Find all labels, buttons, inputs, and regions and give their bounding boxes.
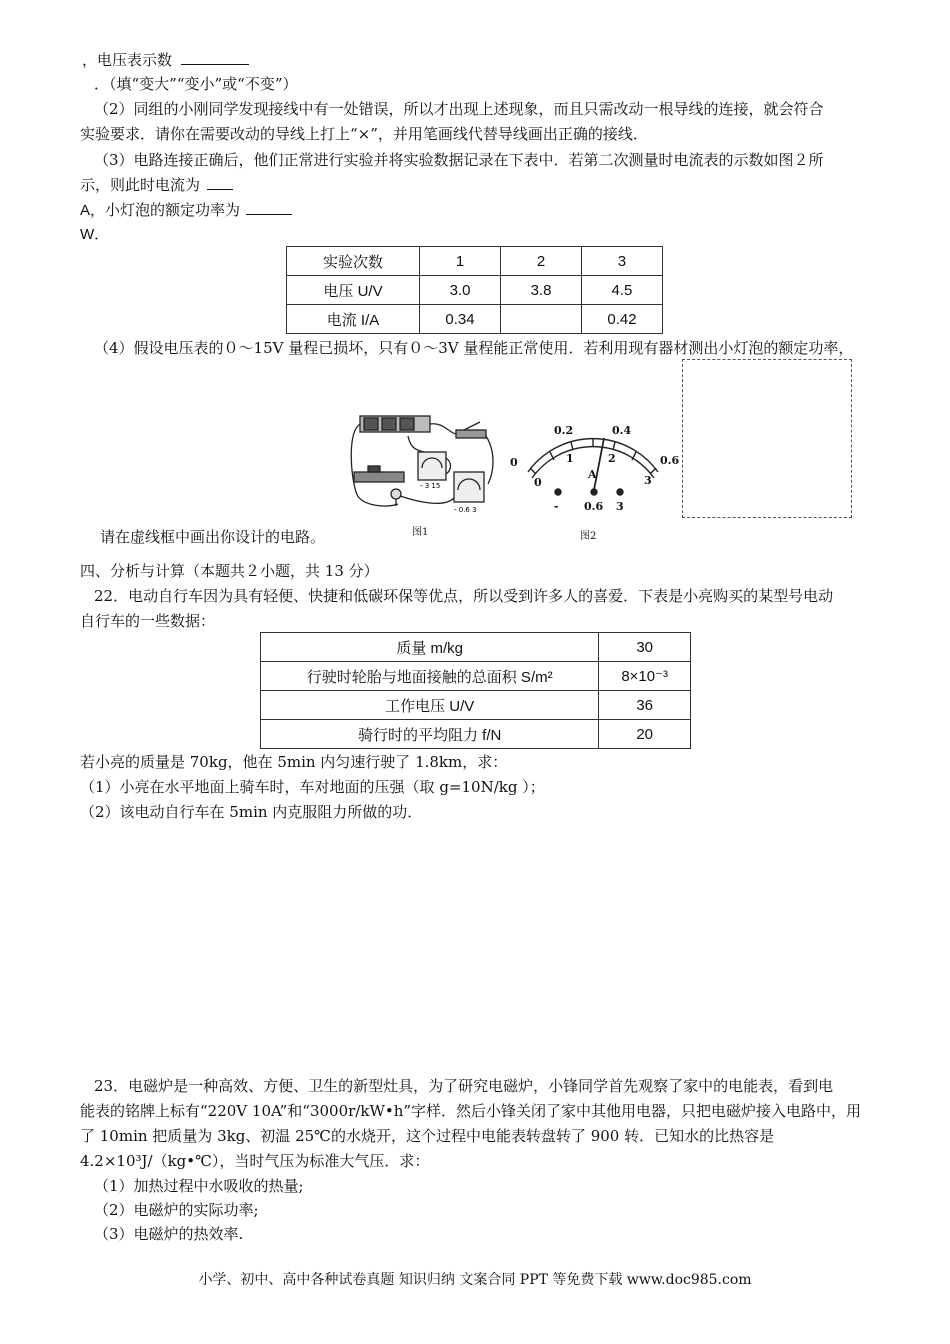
q23-sub3: （3）电磁炉的热效率. (94, 1225, 244, 1243)
ammeter-dial-figure-2 (508, 420, 683, 520)
scale-upper-0: 0 (510, 456, 518, 469)
q21-4-line2: 请在虚线框中画出你设计的电路。 (100, 528, 326, 546)
unit-label: A (588, 468, 597, 481)
answer-blank (246, 200, 292, 215)
table-row: 骑行时的平均阻力 f/N 20 (261, 720, 691, 749)
q22-line3: 若小亮的质量是 70kg，他在 5min 内匀速行驶了 1.8km，求： (80, 753, 508, 771)
q21-3-line1: （3）电路连接正确后，他们正常进行实验并将实验数据记录在下表中．若第二次测量时电流表的示数如图２所 (94, 151, 824, 169)
answer-blank (181, 50, 249, 65)
table-header-cell: 3 (581, 247, 662, 276)
circuit-figure-1 (348, 412, 498, 522)
q22-sub1: （1）小亮在水平地面上骑车时，车对地面的压强（取 g=10N/kg ）； (80, 778, 545, 796)
q23-sub2: （2）电磁炉的实际功率; (94, 1201, 259, 1219)
table-row: 行驶时轮胎与地面接触的总面积 S/m² 8×10⁻³ (261, 662, 691, 691)
scale-upper-04: 0.4 (612, 424, 632, 437)
scale-upper-02: 0.2 (554, 424, 574, 437)
table-header-cell: 2 (501, 247, 582, 276)
q21-voltmeter-line: ，电压表示数 (82, 50, 249, 70)
q21-fill-hint: ．（填“变大”“变小”或“不变”） (94, 75, 298, 93)
q22-line2: 自行车的一些数据： (80, 612, 216, 630)
table-row: 电流 I/A 0.34 0.42 (287, 305, 663, 334)
section-title: 四、分析与计算（本题共２小题，共 13 分） (80, 562, 379, 580)
q21-4-line1: （4）假设电压表的０～15V 量程已损坏，只有０～3V 量程能正常使用．若利用现有器材测出小灯泡的额定功率， (94, 339, 854, 357)
q23-sub1: （1）加热过程中水吸收的热量; (94, 1177, 304, 1195)
terminal-minus: - (554, 500, 559, 513)
scale-lower-2: 2 (608, 452, 616, 465)
page-footer: 小学、初中、高中各种试卷真题 知识归纳 文案合同 PPT 等免费下载 www.doc985.com (198, 1272, 752, 1288)
table-header-cell: 1 (420, 247, 501, 276)
q22-line1: 22．电动自行车因为具有轻便、快捷和低碳环保等优点，所以受到许多人的喜爱．下表是小亮购买的某型号电动 (94, 587, 834, 605)
terminal-3: 3 (616, 500, 624, 513)
terminal-06: 0.6 (584, 500, 604, 513)
circuit-drawing-box (682, 359, 852, 518)
q23-line3: 了 10min 把质量为 3kg、初温 25℃的水烧开，这个过程中电能表转盘转了 900 转．已知水的比热容是 (80, 1127, 775, 1145)
q23-line2: 能表的铭牌上标有“220V 10A”和“3000r/kW•h”字样．然后小锋关闭了家中其他用电器，只把电磁炉接入电路中，用 (80, 1102, 862, 1120)
q23-line4: 4.2×10³J/（kg•℃），当时气压为标准大气压．求： (80, 1152, 430, 1170)
q21-3-line3: A，小灯泡的额定功率为 (80, 200, 292, 221)
experiment-table (286, 246, 663, 334)
q23-line1: 23．电磁炉是一种高效、方便、卫生的新型灶具，为了研究电磁炉，小锋同学首先观察了家中的电能表，看到电 (94, 1077, 834, 1095)
figure-2-caption: 图2 (580, 531, 597, 542)
table-row: 质量 m/kg 30 (261, 633, 691, 662)
scale-lower-1: 1 (566, 452, 574, 465)
table-row: 工作电压 U/V 36 (261, 691, 691, 720)
ammeter-terminals: - 0.6 3 (454, 506, 477, 514)
q21-3-line2: 示，则此时电流为 (80, 175, 233, 195)
scale-lower-0: 0 (534, 476, 542, 489)
scale-upper-06: 0.6 (660, 454, 680, 467)
table-header-cell: 实验次数 (287, 247, 420, 276)
q21-2-line1: （2）同组的小刚同学发现接线中有一处错误，所以才出现上述现象，而且只需改动一根导线的连接，就会符合 (94, 100, 824, 118)
answer-blank (207, 175, 233, 190)
q21-3-line4: W． (80, 226, 110, 243)
table-row: 电压 U/V 3.0 3.8 4.5 (287, 276, 663, 305)
figure-1-caption: 图1 (412, 527, 429, 538)
scale-lower-3: 3 (644, 474, 652, 487)
voltmeter-terminals: - 3 15 (420, 482, 441, 490)
bike-data-table (260, 632, 691, 749)
q21-2-line2: 实验要求．请你在需要改动的导线上打上“×”，并用笔画线代替导线画出正确的接线． (80, 125, 648, 143)
q22-sub2: （2）该电动自行车在 5min 内克服阻力所做的功． (80, 803, 423, 821)
